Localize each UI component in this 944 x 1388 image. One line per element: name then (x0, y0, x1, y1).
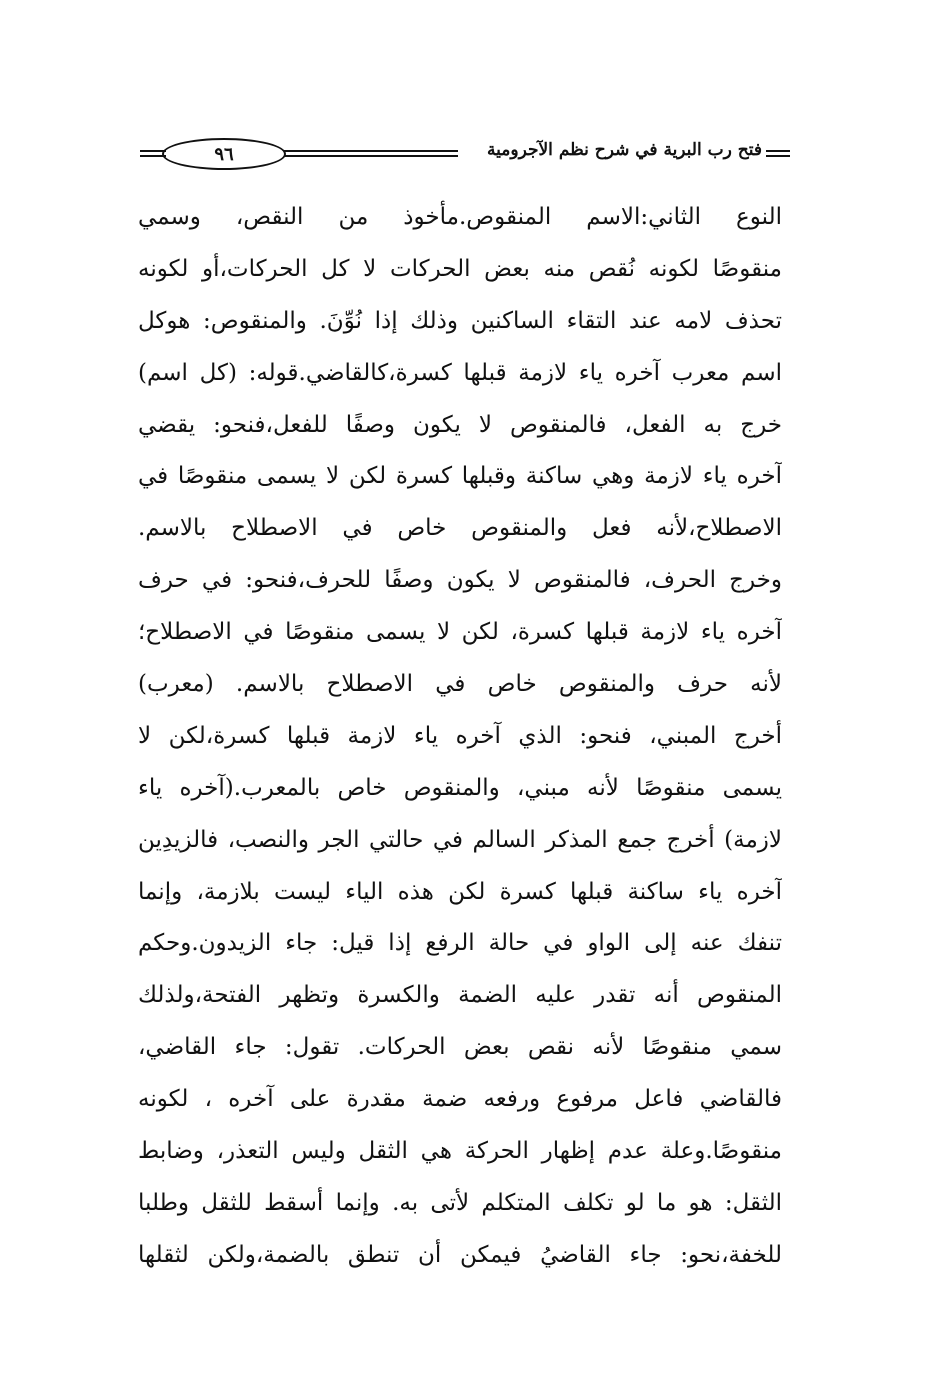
text-line: آخره ياء ساكنة قبلها كسرة لكن هذه الياء ليست بلازمة، وإنما (138, 878, 782, 905)
book-title: فتح رب البرية في شرح نظم الآجرومية (487, 140, 762, 160)
text-line: يسمى منقوصًا لأنه مبني، والمنقوص خاص بالمعرب.(آخره ياء (138, 774, 782, 801)
text-line: الثقل: هو ما لو تكلف المتكلم لأتى به. وإنما أسقط للثقل وطلبا (138, 1189, 782, 1216)
text-line: فالقاضي فاعل مرفوع ورفعه ضمة مقدرة على آخره ، لكونه (138, 1086, 782, 1113)
text-line: النوع الثاني:الاسم المنقوص.مأخوذ من النقص، وسمي (138, 204, 782, 230)
text-line: أخرج المبني، فنحو: الذي آخره ياء لازمة قبلها كسرة،لكن لا (138, 722, 782, 749)
text-line: الاصطلاح،لأنه فعل والمنقوص خاص في الاصطلاح بالاسم. (138, 515, 782, 542)
body-text (138, 192, 782, 1282)
header-rule-left (140, 150, 166, 157)
text-line: سمي منقوصًا لأنه نقص بعض الحركات. تقول: جاء القاضي، (138, 1034, 782, 1061)
text-line: لأنه حرف والمنقوص خاص في الاصطلاح بالاسم. (معرب) (138, 671, 782, 698)
text-line: المنقوص أنه تقدر عليه الضمة والكسرة وتظهر الفتحة،ولذلك (138, 982, 782, 1009)
text-line: لازمة) أخرج جمع المذكر السالم في حالتي الجر والنصب، فالزيدِين (138, 826, 782, 853)
text-line: منقوصًا.وعلة عدم إظهار الحركة هي الثقل وليس التعذر، وضابط (138, 1138, 782, 1165)
page-number: ٩٦ (162, 138, 286, 170)
text-line: وخرج الحرف، فالمنقوص لا يكون وصفًا للحرف،فنحو: في حرف (138, 567, 782, 594)
text-line: تنفك عنه إلى الواو في حالة الرفع إذا قيل: جاء الزيدون.وحكم (138, 930, 782, 957)
header-rule-middle (280, 150, 458, 157)
text-line: آخره ياء لازمة وهي ساكنة وقبلها كسرة لكن لا يسمى منقوصًا في (138, 463, 782, 490)
text-line: للخفة،نحو: جاء القاضيُ فيمكن أن تنطق بالضمة،ولكن لثقلها (138, 1241, 782, 1268)
text-line: آخره ياء لازمة قبلها كسرة، لكن لا يسمى منقوصًا في الاصطلاح؛ (138, 619, 782, 646)
text-line: خرج به الفعل، فالمنقوص لا يكون وصفًا للفعل،فنحو: يقضي (138, 411, 782, 438)
running-header (140, 136, 790, 172)
text-line: منقوصًا لكونه نُقص منه بعض الحركات لا كل الحركات،أو لكونه (138, 255, 782, 282)
header-rule-right (766, 150, 790, 157)
text-line: تحذف لامه عند التقاء الساكنين وذلك إذا نُوِّنَ. والمنقوص: هوكل (138, 307, 782, 334)
text-line: اسم معرب آخره ياء لازمة قبلها كسرة،كالقاضي.قوله: (كل اسم) (138, 359, 782, 386)
